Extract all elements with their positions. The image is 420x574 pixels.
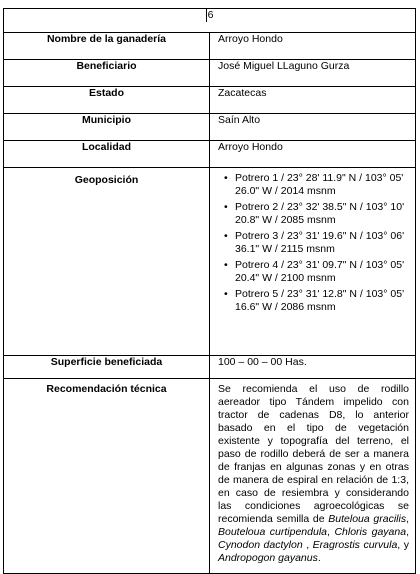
bullet-icon: •: [224, 259, 228, 271]
geoposition-text: Potrero 2 / 23° 32' 38.5" N / 103° 10' 20.8" W / 2085 msnm: [235, 201, 405, 226]
header-row: [4, 9, 416, 33]
geoposition-item: [224, 288, 409, 314]
row-localidad: [4, 141, 416, 168]
geoposition-text: Potrero 1 / 23° 28' 11.9" N / 103° 05' 26.0" W / 2014 msnm: [235, 172, 404, 197]
species-separator: ,: [406, 526, 410, 538]
label-estado: Estado: [4, 87, 210, 114]
row-beneficiario: [4, 60, 416, 87]
recommendation-body: Se recomienda el uso de rodillo aereador tipo Tándem impelido con tractor de cadenas D8, lo anterior basado en el tipo de vegetación existente y topografía del terreno, el paso de rodillo deberá de ser a manera de franjas en algunas zonas y en otras de manera de espiral en relación de 1:3, en caso de resiembra y considerando las condiciones agroecológicas se recomienda semilla de: [218, 383, 409, 525]
species-separator: .: [317, 552, 321, 564]
geoposition-item: [224, 259, 409, 285]
species-separator: ,: [302, 539, 313, 551]
geoposition-item: [224, 230, 409, 256]
row-ganaderia: [4, 33, 416, 60]
header-cell: [4, 9, 416, 33]
value-municipio: Saín Alto: [210, 114, 416, 141]
row-geoposicion: [4, 168, 416, 356]
record-number: 6: [207, 9, 214, 21]
label-geoposicion: Geoposición: [4, 168, 210, 356]
species-name: Cynodon dactylon: [218, 539, 303, 551]
row-municipio: [4, 114, 416, 141]
value-localidad: Arroyo Hondo: [210, 141, 416, 168]
value-estado: Zacatecas: [210, 87, 416, 114]
species-name: Eragrostis curvula: [312, 539, 398, 551]
species-name: Chloris gayana: [334, 526, 407, 538]
ficha-table: [3, 8, 416, 574]
geoposition-text: Potrero 3 / 23° 31' 19.6" N / 103° 06' 36.1" W / 2115 msnm: [235, 230, 405, 255]
bullet-icon: •: [224, 172, 228, 184]
label-municipio: Municipio: [4, 114, 210, 141]
label-localidad: Localidad: [4, 141, 210, 168]
row-recomendacion: [4, 379, 416, 574]
label-superficie: Superficie beneficiada: [4, 356, 210, 379]
geoposition-text: Potrero 4 / 23° 31' 09.7" N / 103° 05' 20.4" W / 2100 msnm: [235, 259, 405, 284]
geoposition-text: Potrero 5 / 23° 31' 12.8" N / 103° 05' 16.6" W / 2086 msnm: [235, 288, 405, 313]
bullet-icon: •: [224, 201, 228, 213]
label-beneficiario: Beneficiario: [4, 60, 210, 87]
value-superficie: 100 – 00 – 00 Has.: [210, 356, 416, 379]
value-recomendacion: [210, 379, 416, 574]
geoposition-list: [218, 172, 409, 314]
geoposition-item: [224, 172, 409, 198]
value-geoposicion: [210, 168, 416, 356]
row-estado: [4, 87, 416, 114]
label-recomendacion: Recomendación técnica: [4, 379, 210, 574]
species-name: Bouteloua curtipendula: [218, 526, 328, 538]
bullet-icon: •: [224, 288, 228, 300]
species-name: Buteloua gracilis: [328, 513, 407, 525]
species-separator: ,: [406, 513, 409, 525]
species-separator: , y: [397, 539, 409, 551]
bullet-icon: •: [224, 230, 228, 242]
label-ganaderia: Nombre de la ganadería: [4, 33, 210, 60]
species-name: Andropogon gayanus: [218, 552, 318, 564]
row-superficie: [4, 356, 416, 379]
species-separator: ,: [327, 526, 335, 538]
ficha-sheet: [3, 8, 416, 574]
value-beneficiario: José Miguel LLaguno Gurza: [210, 60, 416, 87]
geoposition-item: [224, 201, 409, 227]
recommendation-text: [218, 383, 409, 565]
value-ganaderia: Arroyo Hondo: [210, 33, 416, 60]
